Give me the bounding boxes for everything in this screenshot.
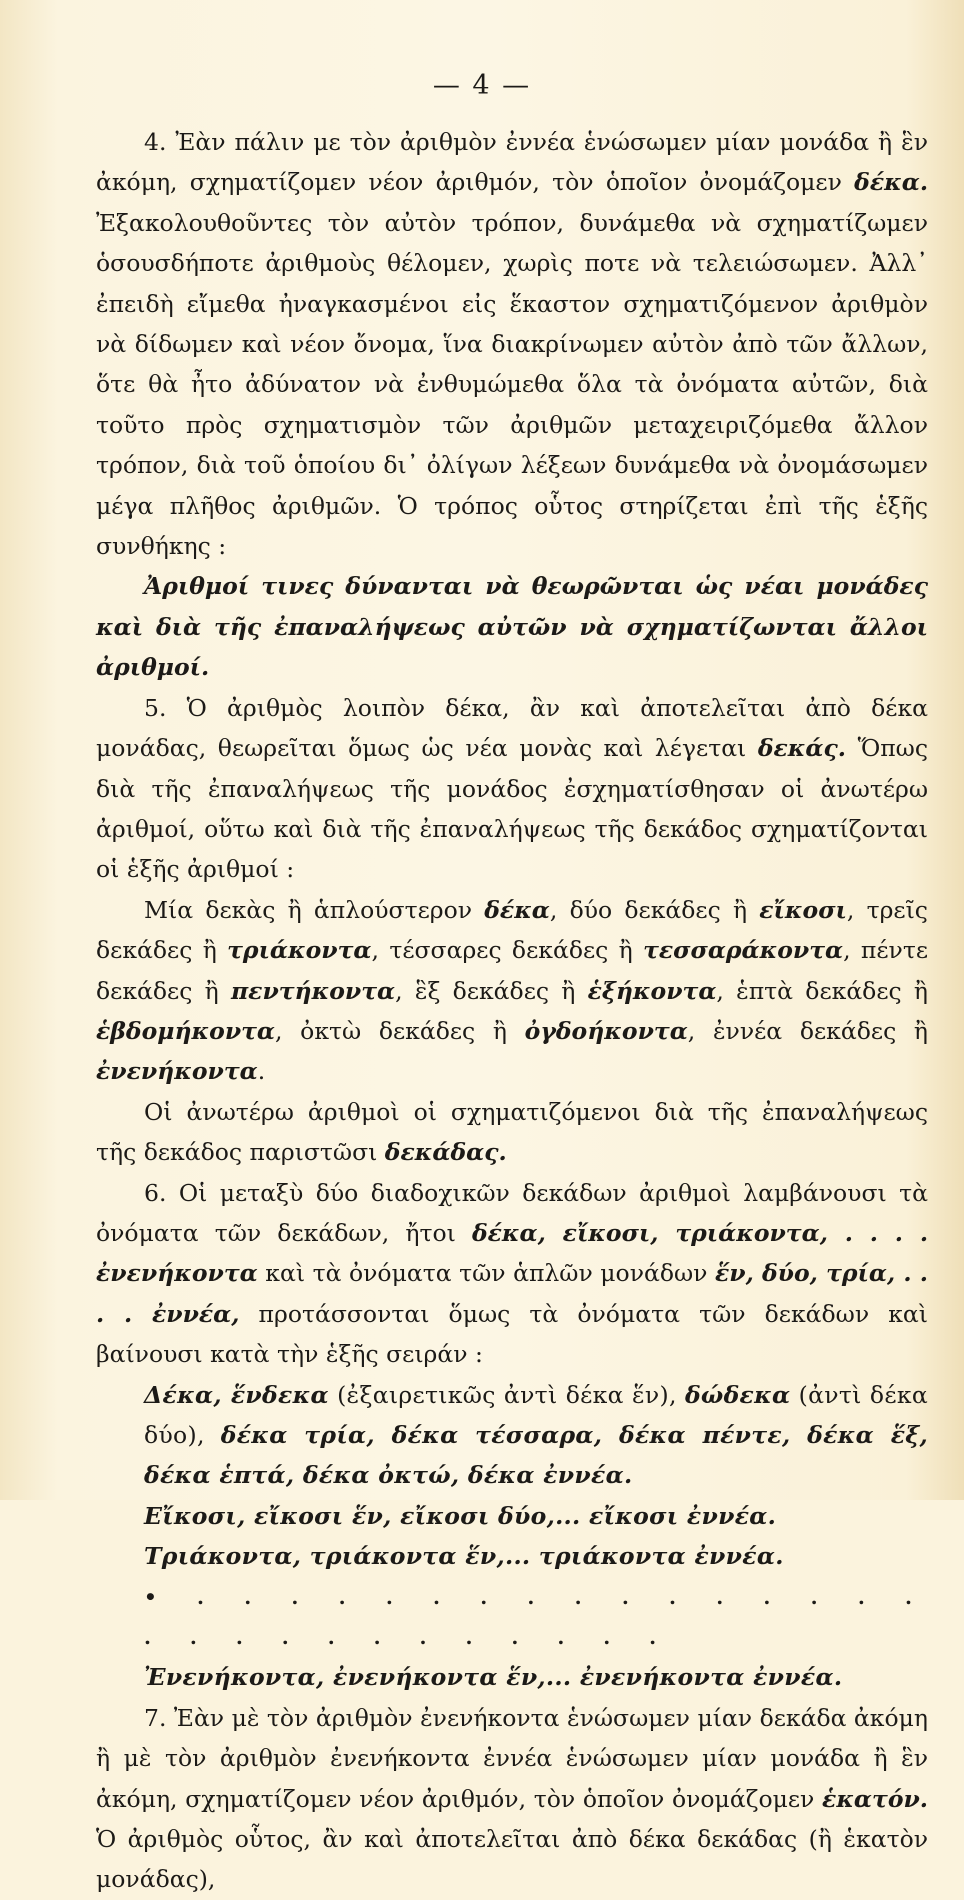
term-tens: ἑξήκοντα — [587, 976, 717, 1005]
term-tens-sequence: δέκα, εἴκοσι, τριάκοντα, . . . . ἐνενήκοντα — [96, 1218, 928, 1288]
term-tens: δέκα — [484, 895, 550, 924]
teens-term: δώδεκα — [684, 1380, 791, 1409]
paragraph-5-text-a: 5. Ὁ ἀριθμὸς λοιπὸν δέκα, ἂν καὶ ἀποτελεῖται ἀπὸ δέκα μονάδας, θεωρεῖται ὅμως ὡς νέα μονὰς καὶ λέγεται — [96, 693, 928, 763]
number-series-twenties: Εἴκοσι, εἴκοσι ἕν, εἴκοσι δύο,... εἴκοσι ἐννέα. — [144, 1501, 777, 1530]
teens-term: δέκα τρία, δέκα τέσσαρα, δέκα πέντε, δέκα ἕξ, δέκα ἑπτά, δέκα ὀκτώ, δέκα ἐννέα. — [144, 1421, 928, 1490]
teens-note: (ἀντὶ δέκα δύο), — [144, 1380, 928, 1449]
term-ekaton: ἑκατόν. — [822, 1784, 928, 1813]
paragraph-7-text-a: 7. Ἐὰν μὲ τὸν ἀριθμὸν ἐνενήκοντα ἑνώσωμεν μίαν δεκάδα ἀκόμη ἢ μὲ τὸν ἀριθμὸν ἐνενήκοντα ἐννέα ἑνώσωμεν μίαν μονάδα ἢ ἓν ἀκόμη, σχηματίζομεν νέον ἀριθμόν, τὸν ὁποῖον ὀνομάζομεν — [96, 1703, 928, 1813]
tens-text: . — [257, 1057, 266, 1086]
tens-text: , ἑπτὰ δεκάδες ἢ — [716, 976, 928, 1005]
paragraph-7 — [96, 1698, 928, 1900]
paragraph-5-summary — [96, 1092, 928, 1173]
paragraph-4-text-a: 4. Ἐὰν πάλιν με τὸν ἀριθμὸν ἐννέα ἑνώσωμεν μίαν μονάδα ἢ ἓν ἀκόμη, σχηματίζομεν νέον ἀριθμόν, τὸν ὁποῖον ὀνομάζομεν — [96, 128, 928, 197]
tens-text: , ἐννέα δεκάδες ἢ — [687, 1016, 928, 1045]
paragraph-4 — [96, 122, 928, 566]
term-tens: πεντήκοντα — [230, 976, 396, 1005]
tens-text: , δύο δεκάδες ἢ — [549, 895, 760, 924]
term-dekadas: δεκάδας. — [384, 1138, 507, 1167]
paragraph-6-text-b: καὶ τὰ ὀνόματα τῶν ἁπλῶν μονάδων — [257, 1259, 715, 1288]
number-series-thirties: Τριάκοντα, τριάκοντα ἕν,... τριάκοντα ἐννέα. — [144, 1542, 784, 1571]
teens-note: (ἐξαιρετικῶς ἀντὶ δέκα ἕν), — [328, 1380, 685, 1409]
term-tens: εἴκοσι — [759, 895, 847, 924]
term-tens: ἑβδομήκοντα — [96, 1016, 276, 1045]
tens-text: , ἓξ δεκάδες ἢ — [395, 976, 588, 1005]
term-deka: δέκα. — [854, 168, 928, 197]
tens-text: , πέντε δεκάδες ἢ — [96, 936, 928, 1005]
paragraph-5 — [96, 688, 928, 890]
paragraph-5-text-b: Ὅπως διὰ τῆς ἐπαναλήψεως τῆς μονάδος ἐσχηματίσθησαν οἱ ἀνωτέρω ἀριθμοί, οὕτω καὶ διὰ τῆς ἐπαναλήψεως τῆς δεκάδος σχηματίζονται οἱ ἑξῆς ἀριθμοί : — [96, 734, 928, 884]
paragraph-6-text-c: προτάσσονται ὅμως τὰ ὀνόματα τῶν δεκάδων καὶ βαίνουσι κατὰ τὴν ἑξῆς σειράν : — [96, 1299, 928, 1369]
term-dekas: δεκάς. — [757, 734, 846, 763]
term-tens: τεσσαράκοντα — [643, 936, 844, 965]
term-tens: τριάκοντα — [227, 936, 372, 965]
paragraph-6 — [96, 1173, 928, 1375]
teens-term: Δέκα, ἕνδεκα — [144, 1380, 329, 1409]
paragraph-5-tens-list — [96, 890, 928, 1092]
tens-text: Μία δεκὰς ἢ ἁπλούστερον — [144, 895, 485, 924]
tens-text: , ὀκτὼ δεκάδες ἢ — [275, 1016, 525, 1045]
summary-text: Οἱ ἀνωτέρω ἀριθμοὶ οἱ σχηματιζόμενοι διὰ τῆς ἐπαναλήψεως τῆς δεκάδος παριστῶσι — [96, 1097, 928, 1167]
number-series-nineties: Ἐνενήκοντα, ἐνενήκοντα ἕν,... ἐνενήκοντα ἐννέα. — [144, 1663, 843, 1692]
paragraph-4-text-b: Ἐξακολουθοῦντες τὸν αὐτὸν τρόπον, δυνάμεθα νὰ σχηματίζωμεν ὁσουσδήποτε ἀριθμοὺς θέλομεν, χωρὶς ποτε νὰ τελειώσωμεν. Ἀλλ᾽ ἐπειδὴ εἴμεθα ἠναγκασμένοι εἰς ἕκαστον σχηματιζόμενον ἀριθμὸν νὰ δίδωμεν καὶ νέον ὄνομα, ἵνα διακρίνωμεν αὐτὸν ἀπὸ τῶν ἄλλων, ὅτε θὰ ἦτο ἀδύνατον νὰ ἐνθυμώμεθα ὅλα τὰ ὀνόματα αὐτῶν, διὰ τοῦτο πρὸς σχηματισμὸν τῶν ἀριθμῶν μεταχειριζόμεθα ἄλλον τρόπον, διὰ τοῦ ὁποίου δι᾽ ὀλίγων λέξεων δυνάμεθα νὰ ὀνομάσωμεν μέγα πλῆθος ἀριθμῶν. Ὁ τρόπος οὗτος στηρίζεται ἐπὶ τῆς ἑξῆς συνθήκης : — [96, 208, 928, 561]
term-tens: ἐνενήκοντα — [96, 1057, 258, 1086]
page-number: — 4 — — [432, 70, 532, 101]
paragraph-6-text-a: 6. Οἱ μεταξὺ δύο διαδοχικῶν δεκάδων ἀριθμοὶ λαμβάνουσι τὰ ὀνόματα τῶν δεκάδων, ἤτοι — [96, 1178, 928, 1247]
term-tens: ὀγδοήκοντα — [524, 1016, 688, 1045]
rule-statement: Ἀριθμοί τινες δύνανται νὰ θεωρῶνται ὡς νέαι μονάδες καὶ διὰ τῆς ἐπαναλήψεως αὐτῶν νὰ σχηματίζωνται ἄλλοι ἀριθμοί. — [96, 572, 928, 682]
tens-text: , τρεῖς δεκάδες ἢ — [96, 895, 928, 965]
term-units-sequence: ἕν, δύο, τρία, . . . . ἐννέα, — [96, 1259, 928, 1328]
paragraph-7-text-b: Ὁ ἀριθμὸς οὗτος, ἂν καὶ ἀποτελεῖται ἀπὸ δέκα δεκάδας (ἢ ἑκατὸν μονάδας), — [96, 1825, 928, 1894]
ellipsis-row: • . . . . . . . . . . . . . . . . . . . . . . . . . . . . — [144, 1584, 928, 1650]
page-body — [96, 122, 928, 1900]
tens-text: , τέσσαρες δεκάδες ἢ — [371, 936, 644, 965]
number-series-teens — [96, 1375, 928, 1496]
